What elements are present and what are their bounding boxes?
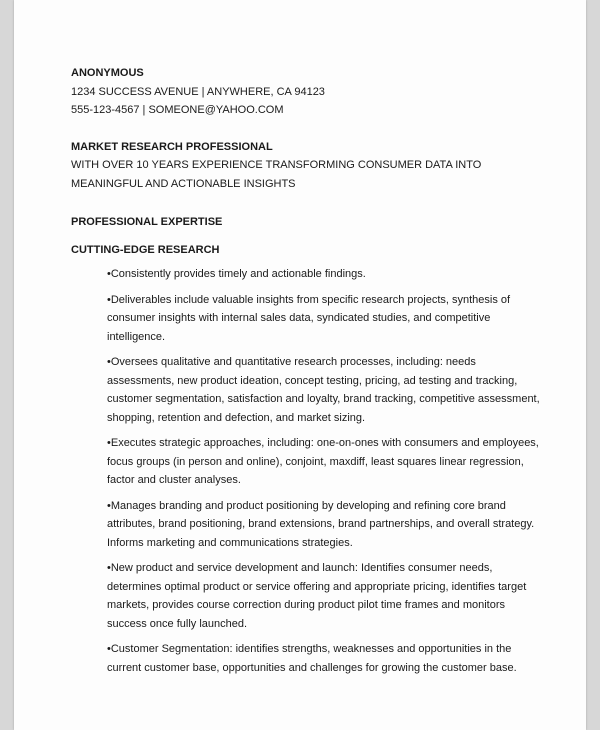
summary-section: [71, 138, 541, 194]
address-line: 1234 SUCCESS AVENUE | ANYWHERE, CA 94123: [71, 85, 325, 98]
research-subheading: CUTTING-EDGE RESEARCH: [71, 243, 220, 256]
bullet-item: •Manages branding and product positioning by developing and refining core brand attributes, brand positioning, brand extensions, brand partnerships, and overall strategy. Informs marketing and communications strategies.: [107, 499, 535, 549]
summary-text: WITH OVER 10 YEARS EXPERIENCE TRANSFORMING CONSUMER DATA INTO MEANINGFUL AND ACTIONABLE INSIGHTS: [71, 159, 482, 190]
contact-line: 555-123-4567 | SOMEONE@YAHOO.COM: [71, 104, 284, 116]
resume-page: [14, 0, 586, 730]
bullet-item: •Consistently provides timely and actionable findings.: [107, 268, 366, 280]
candidate-name: ANONYMOUS: [71, 67, 144, 79]
resume-content: [71, 64, 541, 684]
bullet-item: •Deliverables include valuable insights from specific research projects, synthesis of consumer insights with internal sales data, syndicated studies, and competitive intelligence.: [107, 293, 511, 343]
bullet-item: •Oversees qualitative and quantitative research processes, including: needs assessments, new product ideation, concept testing, pricing, ad testing and tracking, customer segmentation, satisfaction and loyalty, brand tracking, competitive assessment, shopping, retention and defection, and market sizing.: [107, 356, 540, 424]
bullet-item: •Customer Segmentation: identifies strengths, weaknesses and opportunities in the current customer base, opportunities and challenges for growing the customer base.: [107, 643, 517, 674]
bullet-item: •Executes strategic approaches, including: one-on-ones with consumers and employees, focus groups (in person and online), conjoint, maxdiff, least squares linear regression, factor and cluster analyses.: [107, 437, 539, 486]
expertise-heading: PROFESSIONAL EXPERTISE: [71, 216, 223, 228]
bullet-item: •New product and service development and launch: Identifies consumer needs, determines optimal product or service offering and appropriate pricing, identifies target markets, provides course correction during product pilot time frames and monitors success once fully launched.: [107, 562, 527, 630]
contact-header: [71, 64, 541, 120]
expertise-bullet-list: [71, 265, 541, 677]
professional-title: MARKET RESEARCH PROFESSIONAL: [71, 140, 273, 153]
